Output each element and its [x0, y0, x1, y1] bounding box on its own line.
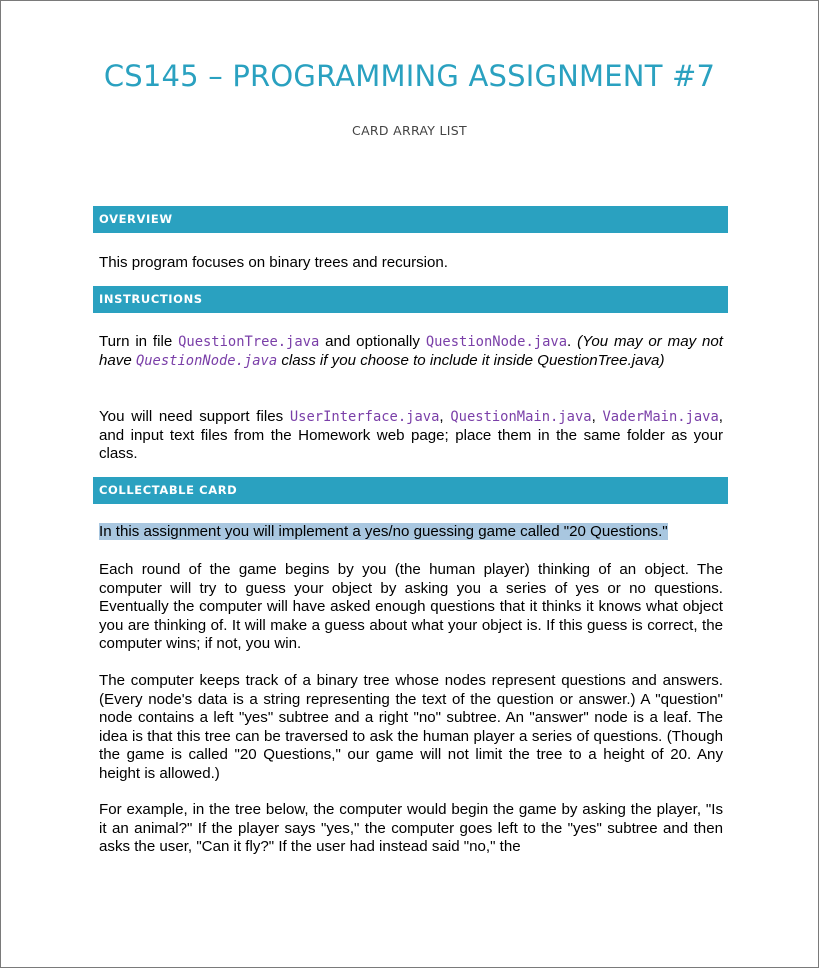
overview-text: This program focuses on binary trees and recursion. [99, 254, 448, 271]
page-subtitle: CARD ARRAY LIST [352, 123, 467, 138]
file-name: QuestionTree.java [178, 334, 320, 350]
file-name: QuestionNode.java [425, 334, 568, 350]
file-name: QuestionMain.java [450, 409, 592, 425]
page-title: CS145 – PROGRAMMING ASSIGNMENT #7 [103, 59, 716, 93]
collectable-paragraph-2: The computer keeps track of a binary tree whose nodes represent questions and answers. (Every node's data is a string representing the text of the question or answer.) A "question" node contains a left "yes" subtree and a right "no" subtree. An "answer" node is a leaf. The idea is that this tree can be traversed to ask the human player a series of questions. (Though the game is called "20 Questions," our game will not limit the tree to a height of 20. Any height is allowed.) [99, 672, 723, 782]
overview-heading: OVERVIEW [93, 206, 728, 233]
collectable-paragraph-3: For example, in the tree below, the computer would begin the game by asking the player, "Is it an animal?" If the player says "yes," the computer goes left to the "yes" subtree and then asks the user, "Can it fly?" If the user had instead said "no," the [99, 801, 723, 855]
highlighted-intro [99, 523, 723, 542]
instructions-paragraph-1: Turn in file QuestionTree.java and optionally QuestionNode.java. (You may or may not have QuestionNode.java class if you choose to include it inside QuestionTree.java) [99, 333, 723, 369]
file-name: QuestionNode.java [135, 352, 278, 369]
file-name: VaderMain.java [602, 409, 719, 425]
text-highlight: In this assignment you will implement a yes/no guessing game called "20 Questions." [99, 523, 668, 540]
collectable-card-heading: COLLECTABLE CARD [93, 477, 728, 504]
instructions-heading: INSTRUCTIONS [93, 286, 728, 313]
collectable-paragraph-1: Each round of the game begins by you (the human player) thinking of an object. The computer will try to guess your object by asking you a series of yes or no questions. Eventually the computer will have asked enough questions that it thinks it knows what object you are thinking of. It will make a guess about what your object is. If this guess is correct, the computer wins; if not, you win. [99, 561, 723, 652]
file-name: UserInterface.java [289, 409, 440, 425]
instructions-paragraph-2: You will need support files UserInterface.java, QuestionMain.java, VaderMain.java, and input text files from the Homework web page; place them in the same folder as your class. [99, 408, 723, 462]
